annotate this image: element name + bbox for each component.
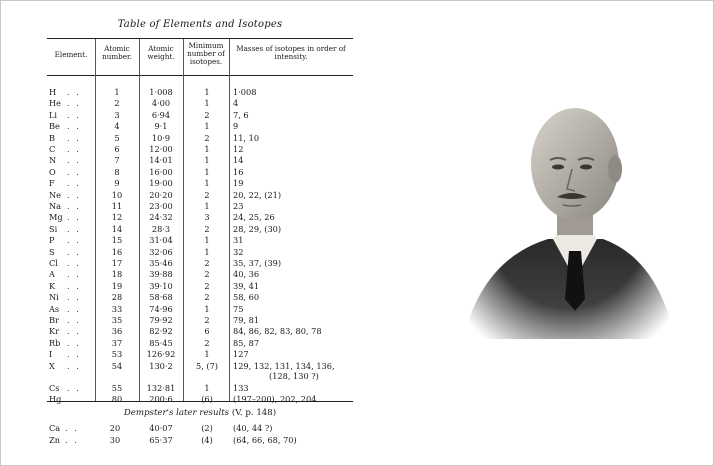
- cell-min-isotopes: 1: [204, 178, 210, 189]
- cell-atomic-weight: 24·32: [149, 212, 173, 223]
- cell-atomic-number: 9: [114, 178, 120, 189]
- cell-element: P: [49, 235, 55, 246]
- cell-element: X: [49, 360, 55, 371]
- cell-atomic-weight: 79·92: [149, 315, 173, 325]
- cell-masses: 12: [233, 144, 244, 154]
- cell-atomic-number: 35: [111, 315, 123, 325]
- cell-min-isotopes: 2: [204, 189, 210, 200]
- table-row: [47, 338, 353, 349]
- cell-masses: 39, 41: [233, 280, 260, 291]
- cell-masses: 32: [233, 246, 244, 257]
- cell-element: Si: [49, 223, 58, 234]
- table-row: [47, 110, 353, 121]
- cell-masses: 9: [233, 121, 239, 132]
- cell-atomic-number: 30: [109, 435, 121, 445]
- leader-dots: . .: [67, 189, 81, 200]
- cell-element: Ca: [49, 423, 61, 433]
- cell-element: Ne: [49, 189, 62, 200]
- header-atomic-number: Atomic number.: [102, 44, 132, 61]
- leader-dots: . .: [65, 423, 79, 433]
- leader-dots: . .: [67, 394, 81, 405]
- leader-dots: . .: [67, 337, 81, 348]
- table-row: [47, 144, 353, 155]
- leader-dots: . .: [67, 258, 81, 268]
- cell-min-isotopes: 2: [204, 292, 210, 303]
- leader-dots: . .: [67, 326, 81, 337]
- leader-dots: . .: [67, 349, 81, 360]
- cell-masses: 58, 60: [233, 292, 260, 303]
- cell-masses: 129, 132, 131, 134, 136,: [233, 360, 335, 371]
- cell-atomic-number: 3: [114, 109, 120, 120]
- cell-element: Kr: [49, 326, 60, 337]
- dempster-row: [47, 422, 353, 434]
- table-row: [47, 155, 353, 166]
- table-row: [47, 212, 353, 223]
- cell-element: I: [49, 349, 53, 360]
- cell-element: Cl: [49, 258, 58, 268]
- table-row: [47, 258, 353, 269]
- cell-atomic-number: 2: [114, 98, 120, 109]
- cell-masses: 79, 81: [233, 315, 260, 325]
- cell-masses: 84, 86, 82, 83, 80, 78: [233, 326, 322, 337]
- cell-min-isotopes: 1: [204, 121, 210, 132]
- cell-atomic-weight: 20·20: [149, 189, 173, 200]
- cell-min-isotopes: (2): [201, 423, 213, 433]
- table-row: [47, 190, 353, 201]
- cell-masses: 85, 87: [233, 337, 260, 348]
- cell-masses: 4: [233, 98, 239, 109]
- cell-masses: 23: [233, 201, 244, 211]
- cell-masses: 16: [233, 166, 244, 177]
- cell-atomic-number: 6: [114, 144, 120, 154]
- cell-atomic-number: 4: [114, 121, 120, 132]
- table-row: [47, 281, 353, 292]
- cell-masses: 133: [233, 382, 249, 393]
- cell-min-isotopes: 3: [204, 212, 210, 223]
- cell-atomic-weight: 12·00: [149, 144, 173, 154]
- cell-atomic-weight: 19·00: [149, 178, 173, 189]
- cell-element: Hg: [49, 394, 62, 405]
- cell-masses: 127: [233, 349, 249, 360]
- cell-element: Be: [49, 121, 60, 132]
- header-rule: [47, 75, 353, 76]
- cell-atomic-weight: 39·10: [149, 280, 173, 291]
- cell-atomic-number: 8: [114, 166, 120, 177]
- table-row: [47, 360, 353, 381]
- cell-atomic-weight: 23·00: [149, 201, 173, 211]
- cell-atomic-weight: 40·07: [149, 423, 173, 433]
- leader-dots: . .: [67, 109, 81, 120]
- table-row: [47, 292, 353, 303]
- leader-dots: . .: [67, 303, 81, 314]
- leader-dots: . .: [67, 235, 81, 246]
- leader-dots: . .: [67, 360, 81, 371]
- table-row: [47, 247, 353, 258]
- leader-dots: . .: [67, 382, 81, 393]
- leader-dots: . .: [67, 178, 81, 189]
- header-min-isotopes: Minimum number of isotopes.: [187, 41, 225, 66]
- dempster-row: [47, 434, 353, 446]
- cell-element: Ni: [49, 292, 59, 303]
- cell-atomic-number: 17: [111, 258, 123, 268]
- leader-dots: . .: [67, 246, 81, 257]
- leader-dots: . .: [67, 315, 81, 325]
- cell-atomic-number: 12: [111, 212, 123, 223]
- cell-masses: (64, 66, 68, 70): [233, 435, 297, 445]
- leader-dots: . .: [67, 280, 81, 291]
- cell-min-isotopes: 1: [204, 201, 210, 211]
- cell-atomic-number: 19: [111, 280, 123, 291]
- header-element: Element.: [54, 50, 88, 59]
- leader-dots: . .: [67, 98, 81, 109]
- cell-min-isotopes: 1: [204, 349, 210, 360]
- cell-atomic-number: 33: [111, 303, 123, 314]
- cell-min-isotopes: 2: [204, 132, 210, 143]
- leader-dots: . .: [65, 435, 79, 445]
- cell-atomic-weight: 16·00: [149, 166, 173, 177]
- cell-element: Rb: [49, 337, 61, 348]
- cell-atomic-weight: 9·1: [154, 121, 168, 132]
- cell-atomic-number: 36: [111, 326, 123, 337]
- leader-dots: . .: [67, 121, 81, 132]
- leader-dots: . .: [67, 132, 81, 143]
- cell-element: H: [49, 87, 57, 97]
- cell-atomic-number: 18: [111, 269, 123, 280]
- cell-element: S: [49, 246, 55, 257]
- cell-atomic-number: 11: [111, 201, 123, 211]
- cell-masses: (197–200), 202, 204: [233, 394, 317, 405]
- table-row: [47, 133, 353, 144]
- dempster-title: [47, 408, 353, 418]
- dempster-reference: (V. p. 148): [231, 408, 277, 418]
- leader-dots: . .: [67, 269, 81, 280]
- cell-atomic-number: 54: [111, 360, 123, 371]
- cell-min-isotopes: 1: [204, 303, 210, 314]
- table-row: [47, 178, 353, 189]
- table-row: [47, 269, 353, 280]
- cell-min-isotopes: 2: [204, 280, 210, 291]
- cell-masses: 75: [233, 303, 244, 314]
- cell-atomic-weight: 74·96: [149, 303, 173, 314]
- cell-element: Mg: [49, 212, 63, 223]
- table-row: [47, 98, 353, 109]
- cell-atomic-weight: 200·6: [149, 394, 173, 405]
- cell-element: Br: [49, 315, 59, 325]
- cell-atomic-weight: 1·008: [149, 87, 173, 97]
- cell-atomic-weight: 28·3: [151, 223, 171, 234]
- cell-element: N: [49, 155, 57, 166]
- cell-atomic-weight: 82·92: [149, 326, 173, 337]
- cell-element: Zn: [49, 435, 60, 445]
- leader-dots: . .: [67, 201, 81, 211]
- cell-min-isotopes: 5, (7): [195, 360, 218, 371]
- table-row: [47, 201, 353, 212]
- cell-min-isotopes: 2: [204, 258, 210, 268]
- cell-atomic-weight: 4·00: [151, 98, 171, 109]
- cell-min-isotopes: 2: [204, 337, 210, 348]
- cell-atomic-number: 53: [111, 349, 123, 360]
- cell-atomic-weight: 35·46: [149, 258, 173, 268]
- cell-masses: 35, 37, (39): [233, 258, 282, 268]
- cell-atomic-weight: 10·9: [151, 132, 171, 143]
- dempster-title-text: Dempster's later results: [123, 408, 230, 418]
- cell-atomic-weight: 85·45: [149, 337, 173, 348]
- cell-atomic-weight: 132·81: [146, 382, 176, 393]
- cell-atomic-number: 55: [111, 382, 123, 393]
- cell-min-isotopes: 1: [204, 87, 210, 97]
- cell-min-isotopes: 1: [204, 98, 210, 109]
- leader-dots: . .: [67, 166, 81, 177]
- cell-min-isotopes: 1: [204, 246, 210, 257]
- cell-atomic-number: 7: [114, 155, 120, 166]
- leader-dots: . .: [67, 144, 81, 154]
- cell-min-isotopes: 2: [204, 223, 210, 234]
- cell-atomic-number: 37: [111, 337, 123, 348]
- cell-masses-continued: (128, 130 ?): [269, 370, 319, 381]
- table-row: [47, 394, 353, 405]
- cell-min-isotopes: 2: [204, 109, 210, 120]
- cell-atomic-weight: 58·68: [149, 292, 173, 303]
- cell-masses: 14: [233, 155, 244, 166]
- cell-min-isotopes: 1: [204, 382, 210, 393]
- cell-masses: 24, 25, 26: [233, 212, 275, 223]
- leader-dots: . .: [67, 155, 81, 166]
- cell-element: A: [49, 269, 55, 280]
- cell-masses: 7, 6: [233, 109, 249, 120]
- table-row: [47, 349, 353, 360]
- cell-masses: 20, 22, (21): [233, 189, 282, 200]
- cell-atomic-number: 80: [111, 394, 123, 405]
- cell-element: B: [49, 132, 56, 143]
- cell-min-isotopes: (6): [201, 394, 213, 405]
- cell-masses: 11, 10: [233, 132, 260, 143]
- cell-masses: 1·008: [233, 87, 257, 97]
- cell-min-isotopes: 1: [204, 144, 210, 154]
- table-title: Table of Elements and Isotopes: [117, 19, 283, 30]
- table-row: [47, 235, 353, 246]
- table-row: [47, 326, 353, 337]
- cell-masses: 19: [233, 178, 244, 189]
- cell-atomic-weight: 39·88: [149, 269, 173, 280]
- cell-min-isotopes: 1: [204, 166, 210, 177]
- cell-element: K: [49, 280, 56, 291]
- leader-dots: . .: [67, 87, 81, 97]
- cell-min-isotopes: 1: [204, 235, 210, 246]
- cell-masses: (40, 44 ?): [233, 423, 273, 433]
- portrait-photo: [453, 89, 683, 359]
- cell-atomic-weight: 14·01: [149, 155, 173, 166]
- cell-atomic-number: 5: [114, 132, 120, 143]
- portrait-vignette: [453, 89, 683, 359]
- header-atomic-weight: Atomic weight.: [147, 44, 175, 61]
- isotope-table: [47, 38, 353, 405]
- cell-masses: 31: [233, 235, 244, 246]
- table-row: [47, 87, 353, 98]
- cell-min-isotopes: 2: [204, 315, 210, 325]
- cell-min-isotopes: (4): [201, 435, 213, 445]
- table-row: [47, 315, 353, 326]
- cell-element: Li: [49, 109, 58, 120]
- cell-element: As: [49, 303, 60, 314]
- table-row: [47, 304, 353, 315]
- cell-min-isotopes: 1: [204, 155, 210, 166]
- cell-atomic-number: 15: [111, 235, 123, 246]
- cell-atomic-number: 28: [111, 292, 123, 303]
- cell-atomic-number: 20: [109, 423, 121, 433]
- table-row: [47, 121, 353, 132]
- cell-atomic-weight: 130·2: [149, 360, 173, 371]
- leader-dots: . .: [67, 292, 81, 303]
- cell-atomic-number: 1: [114, 87, 120, 97]
- cell-element: He: [49, 98, 61, 109]
- cell-atomic-number: 10: [111, 189, 123, 200]
- cell-min-isotopes: 6: [204, 326, 210, 337]
- leader-dots: . .: [67, 223, 81, 234]
- cell-atomic-weight: 32·06: [149, 246, 173, 257]
- cell-element: O: [49, 166, 56, 177]
- cell-element: F: [49, 178, 55, 189]
- table-row: [47, 383, 353, 394]
- cell-min-isotopes: 2: [204, 269, 210, 280]
- cell-element: Na: [49, 201, 62, 211]
- cell-element: C: [49, 144, 56, 154]
- cell-atomic-weight: 6·94: [151, 109, 171, 120]
- table-row: [47, 224, 353, 235]
- cell-atomic-number: 16: [111, 246, 123, 257]
- cell-masses: 40, 36: [233, 269, 260, 280]
- cell-atomic-weight: 31·04: [149, 235, 173, 246]
- header-masses: Masses of isotopes in order of intensity.: [236, 44, 346, 61]
- leader-dots: . .: [67, 212, 81, 223]
- cell-masses: 28, 29, (30): [233, 223, 282, 234]
- cell-atomic-number: 14: [111, 223, 123, 234]
- cell-atomic-weight: 65·37: [149, 435, 173, 445]
- cell-atomic-weight: 126·92: [146, 349, 176, 360]
- cell-element: Cs: [49, 382, 60, 393]
- table-row: [47, 167, 353, 178]
